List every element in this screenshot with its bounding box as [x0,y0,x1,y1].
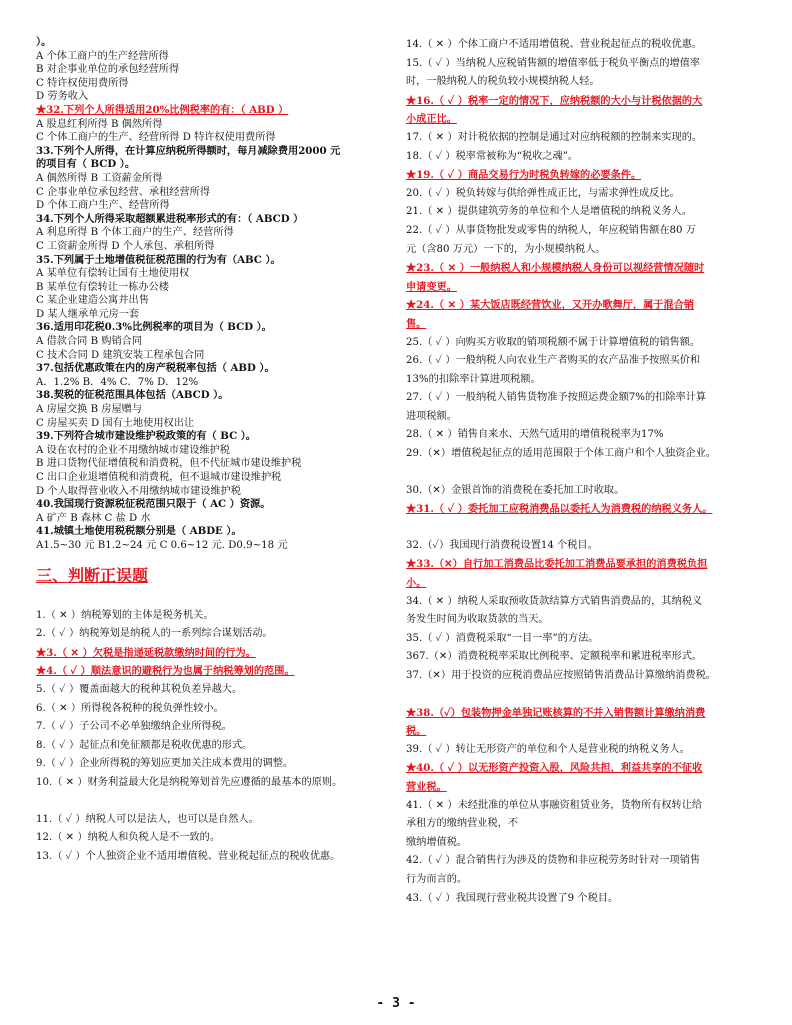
judgment-line: 13%的扣除率计算进项税额。 [406,373,541,385]
multiple-choice-list [36,36,392,553]
judgment-line: 缴纳增值税。 [406,836,468,848]
judgment-list-left [36,607,392,867]
judgment-line: ★40.（ ✓ ）以无形资产投资入股，风险共担，利益共享的不征收 [406,762,703,775]
judgment-line: 务发生时间为收取货款的当天。 [406,614,549,626]
judgment-line: 售。 [406,317,427,330]
judgment-line: 37.（✕）用于投资的应税消费品应按照销售消费品计算缴纳消费税。 [406,670,716,681]
question-line: A 矿产 B 森林 C 盐 D 水 [36,512,151,524]
question-line: C 出口企业退增值税和消费税，但不退城市建设维护税 [36,472,282,483]
spacer [36,793,392,811]
question-line: A 某单位有偿转让国有土地使用权 [36,268,190,280]
question-line: 35.下列属于土地增值税征税范围的行为有（ABC ）。 [36,253,281,266]
judgment-line: 39.（ ✓ ）转让无形资产的单位和个人是营业税的纳税义务人。 [406,743,690,755]
question-line: 34.下列个人所得采取超额累进税率形式的有：（ ABCD ） [36,212,304,225]
question-line: 38.契税的征税范围具体包括（ABCD ）。 [36,389,229,402]
question-line: D 个人取得营业收入不用缴纳城市建设维护税 [36,485,241,497]
judgment-line: 7.（ ✓ ）子公司不必单独缴纳企业所得税。 [36,721,232,733]
question-line: 40.我国现行资源税征税范围只限于（ AC ）资源。 [36,498,271,511]
question-line: B 对企事业单位的承包经营所得 [36,64,180,76]
spacer [406,519,756,537]
judgment-line: 367.（✕）消费税税率采取比例税率、定额税率和累进税率形式。 [406,651,703,663]
question-line: A1.5~30 元 B1.2~24 元 C 0.6~12 元. D0.9~18 元 [36,539,288,551]
judgment-line: 13.（ ✓ ）个人独资企业不适用增值税、营业税起征点的税收优惠。 [36,850,341,862]
question-line: D 个体工商户生产、经营所得 [36,200,170,212]
judgment-line: ★33.（✕）自行加工消费品比委托加工消费品要承担的消费税负担 [406,558,708,571]
question-line: C 工资薪金所得 D 个人承包、承租所得 [36,240,215,252]
question-line: B 进口货物代征增值税和消费税，但不代征城市建设维护税 [36,458,302,470]
question-line: 33.下列个人所得，在计算应纳税所得额时，每月减除费用2000 元 [36,144,341,157]
judgment-line: ★3.（ ✕ ）欠税是指递延税款缴纳时间的行为。 [36,646,256,659]
judgment-line: 9.（ ✓ ）企业所得税的筹划应更加关注成本费用的调整。 [36,758,294,770]
judgment-line: 小成正比。 [406,113,457,126]
judgment-line: ★19.（ ✓ ）商品交易行为时税负转嫁的必要条件。 [406,169,642,182]
judgment-line: 2.（ ✓ ）纳税筹划是纳税人的一系列综合谋划活动。 [36,628,273,640]
judgment-line: 10.（ ✕ ）财务利益最大化是纳税筹划首先应遵循的最基本的原则。 [36,776,343,788]
left-column [36,36,392,866]
judgment-line: 35.（ ✓ ）消费税采取“一目一率”的方法。 [406,632,599,644]
question-line: 41.城镇土地使用税税额分别是（ ABDE ）。 [36,525,242,538]
judgment-line: 27.（ ✓ ）一般纳税人销售货物准予按照运费金额7%的扣除率计算 [406,392,707,404]
judgment-line: 29.（✕）增值税起征点的适用范围限于个体工商户和个人独资企业。 [406,448,716,460]
question-line: B 某单位有偿转让一栋办公楼 [36,281,169,293]
judgment-line: 26.（ ✓ ）一般纳税人向农业生产者购买的农产品准予按照买价和 [406,355,701,367]
judgment-list-right [406,36,756,908]
judgment-line: 承租方的缴纳营业税，不 [406,818,519,830]
question-line: A 借款合同 B 购销合同 [36,336,143,348]
question-line: C 技术合同 D 建筑安装工程承包合同 [36,349,205,361]
spacer [406,686,756,704]
judgment-line: 42.（ ✓ ）混合销售行为涉及的货物和非应税劳务时针对一项销售 [406,855,701,867]
judgment-line: 28.（ ✕ ）销售自来水、天然气适用的增值税税率为17% [406,429,664,441]
judgment-line: 元（含80 万元）一下的，为小规模纳税人。 [406,243,606,255]
question-line: 36.适用印花税0.3%比例税率的项目为（ BCD ）。 [36,321,272,334]
judgment-line: 21.（ ✕ ）提供建筑劳务的单位和个人是增值税的纳税义务人。 [406,206,692,218]
question-line: C 企事业单位承包经营、承租经营所得 [36,186,211,198]
section-heading: 三、判断正误题 [36,565,149,585]
judgment-line: 15.（ ✓ ）当纳税人应税销售额的增值率低于税负平衡点的增值率 [406,57,701,69]
judgment-line: ★38.（✓）包装物押金单独记账核算的不并入销售额计算缴纳消费 [406,706,706,719]
judgment-line: 小。 [406,577,427,590]
judgment-line: ★16.（ ✓ ）税率一定的情况下，应纳税额的大小与计税依据的大 [406,94,703,107]
judgment-line: 11.（ ✓ ）纳税人可以是法人，也可以是自然人。 [36,813,259,825]
judgment-line: 32.（✓）我国现行消费税设置14 个税目。 [406,539,598,551]
judgment-line: 20.（ ✓ ）税负转嫁与供给弹性成正比，与需求弹性成反比。 [406,187,680,199]
question-line: 39.下列符合城市建设维护税政策的有（ BC ）。 [36,430,256,443]
judgment-line: 25.（ ✓ ）向购买方收取的销项税额不属于计算增值税的销售额。 [406,336,701,348]
question-line: 37.包括优惠政策在内的房产税税率包括（ ABD ）。 [36,362,275,375]
question-line: A 设在农村的企业不用缴纳城市建设维护税 [36,444,230,456]
right-column [406,36,756,908]
judgment-line: 18.（ ✓ ）税率常被称为“税收之魂”。 [406,150,579,162]
judgment-line: ★23.（ ✕ ）一般纳税人和小规模纳税人身份可以视经营情况随时 [406,262,705,275]
judgment-line: ★31.（ ✓ ）委托加工应税消费品以委托人为消费税的纳税义务人。 [406,503,713,516]
question-line: D 某人继承单元房一套 [36,308,140,320]
judgment-line: 17.（ ✕ ）对计税依据的控制是通过对应纳税额的控制来实现的。 [406,131,703,143]
judgment-line: 税。 [406,725,427,738]
question-line: A 偶然所得 B 工资薪金所得 [36,172,163,184]
judgment-line: 进项税额。 [406,410,457,422]
question-line: D 劳务收入 [36,91,89,103]
question-line: C 房屋买卖 D 国有土地使用权出让 [36,417,195,429]
question-line: A 利息所得 B 个体工商户的生产、经营所得 [36,227,234,239]
judgment-line: 34.（ ✕ ）纳税人采取预收货款结算方式销售消费品的，其纳税义 [406,595,703,607]
judgment-line: 8.（ ✓ ）起征点和免征额都是税收优惠的形式。 [36,739,253,751]
question-line: A 房屋交换 B 房屋赠与 [36,404,143,416]
judgment-line: 申请变更。 [406,280,457,293]
question-line: ★32.下列个人所得适用20%比例税率的有：（ ABD ） [36,103,289,116]
judgment-line: ★24.（ ✕ ）某大饭店既经营饮业，又开办歌舞厅，属于混合销 [406,299,695,312]
judgment-line: 时，一般纳税人的税负较小规模纳税人轻。 [406,76,600,88]
question-line: C 个体工商户的生产、经营所得 D 特许权使用费所得 [36,132,276,144]
judgment-line: 43.（ ✓ ）我国现行营业税共设置了9 个税目。 [406,892,619,904]
question-line: C 某企业建造公寓并出售 [36,295,149,307]
judgment-line: 22.（ ✓ ）从事货物批发或零售的纳税人，年应税销售额在80 万 [406,224,696,236]
judgment-line: 营业税。 [406,780,447,793]
judgment-line: ★4.（ ✓ ）顺法意识的避税行为也属于纳税筹划的范围。 [36,665,295,678]
question-line: A 股息红利所得 B 偶然所得 [36,118,163,130]
question-line: A．1.2% B．4% C．7% D．12% [36,376,199,388]
judgment-line: 行为而言的。 [406,873,468,885]
judgment-line: 12.（ ✕ ）纳税人和负税人是不一致的。 [36,832,221,844]
judgment-line: 6.（ ✕ ）所得税各税种的税负弹性较小。 [36,702,224,714]
judgment-line: 1.（ ✕ ）纳税筹划的主体是税务机关。 [36,609,214,621]
page-number: - 3 - [376,996,416,1011]
judgment-line: 41.（ ✕ ）未经批准的单位从事融资租赁业务，货物所有权转让给 [406,799,703,811]
question-line: A 个体工商户的生产经营所得 [36,50,169,62]
spacer [406,464,756,482]
question-line: C 特许权使用费所得 [36,77,129,89]
judgment-line: 30.（✕）金银首饰的消费税在委托加工时收取。 [406,484,625,496]
judgment-line: 5.（ ✓ ）覆盖面越大的税种其税负差异越大。 [36,683,243,695]
question-line: 的项目有（ BCD ）。 [36,158,136,171]
question-line: ）。 [36,36,52,48]
judgment-line: 14.（ ✕ ）个体工商户不适用增值税、营业税起征点的税收优惠。 [406,39,703,50]
